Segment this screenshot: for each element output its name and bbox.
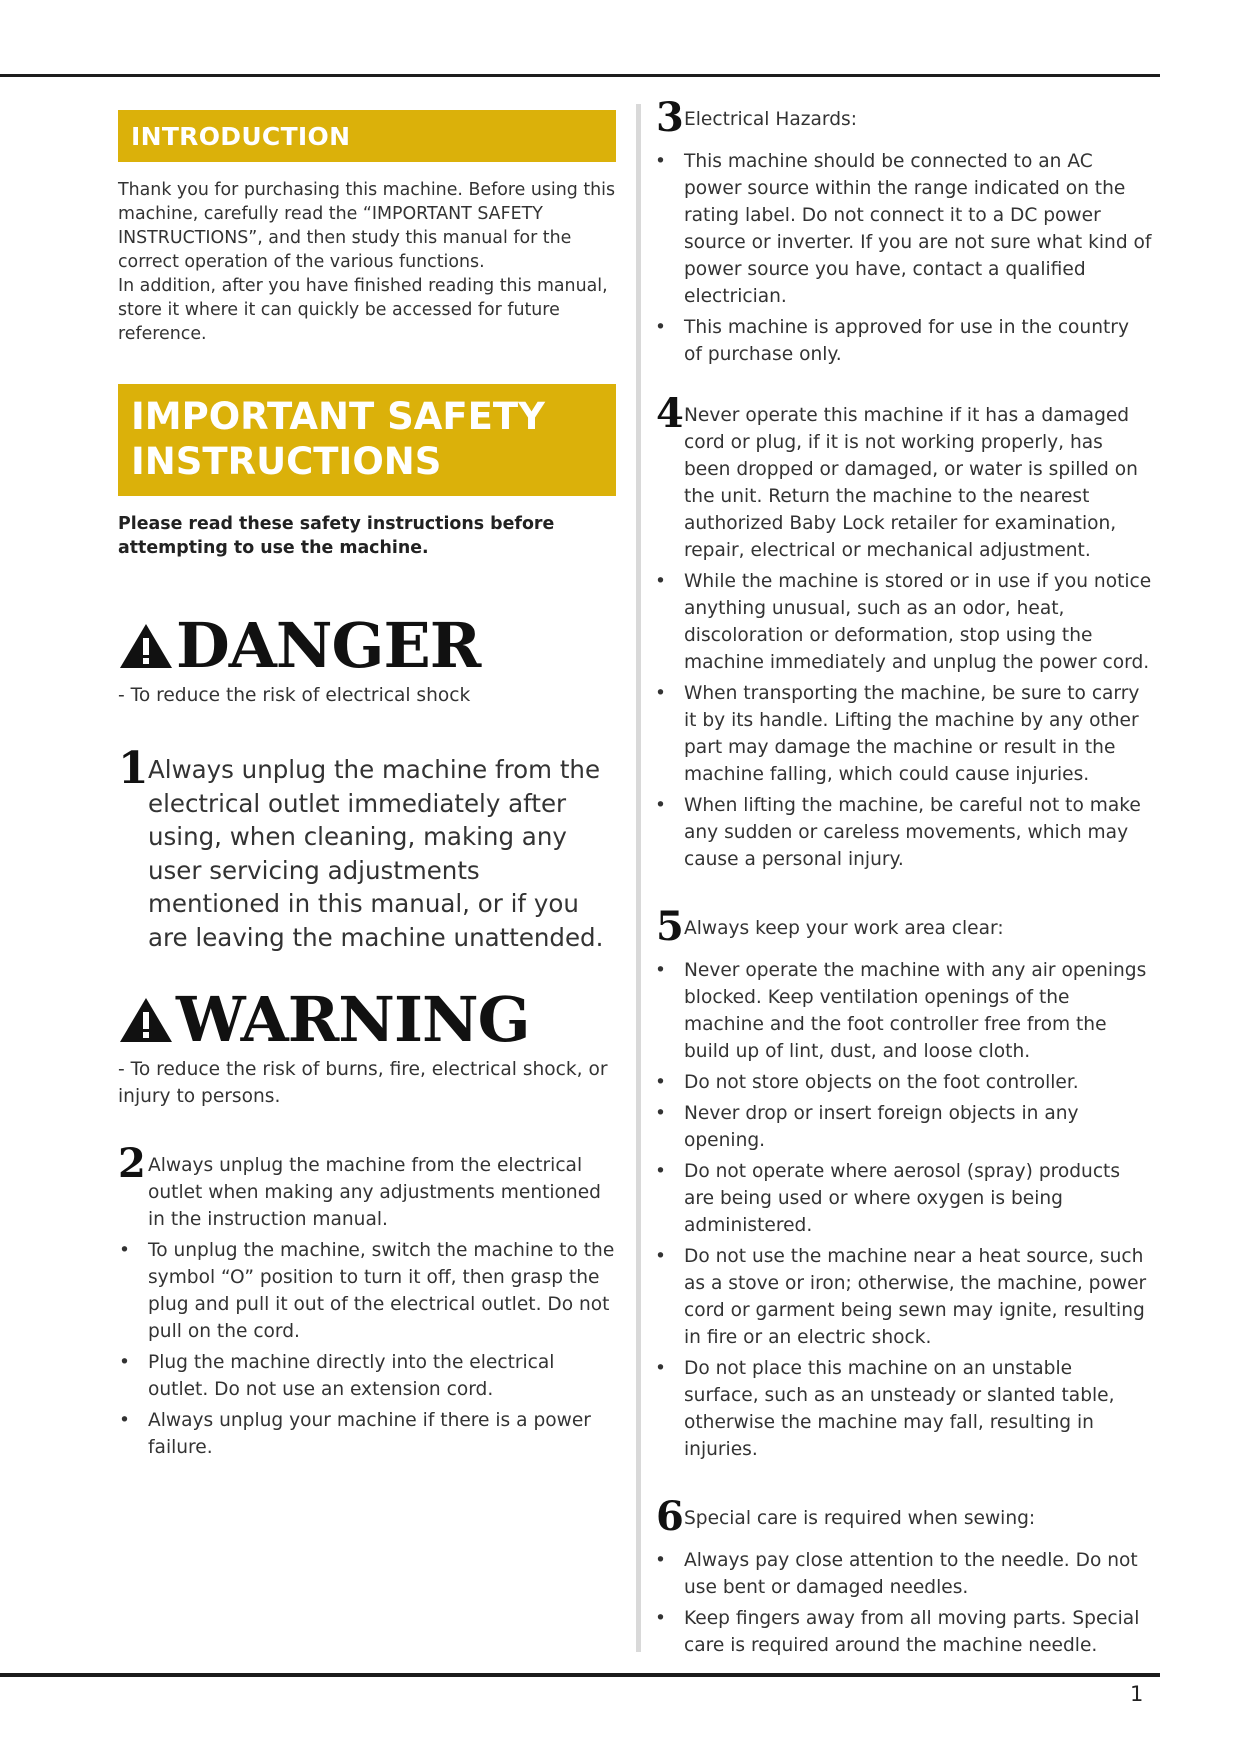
item-4-bullets <box>684 568 1152 873</box>
page-number: 1 <box>1130 1682 1144 1706</box>
safety-item-5 <box>656 903 1152 1463</box>
item-number: 3 <box>656 94 684 141</box>
list-item: • Keep fingers away from all moving parts. Special care is required around the machine needle. <box>684 1605 1152 1659</box>
safety-item-6 <box>656 1493 1152 1659</box>
warning-title <box>118 983 616 1056</box>
item-heading: Special care is required when sewing: <box>684 1508 1036 1529</box>
list-item: • When lifting the machine, be careful not to make any sudden or careless movements, which may cause a personal injury. <box>684 792 1152 873</box>
item-heading: Always unplug the machine from the electrical outlet when making any adjustments mentioned in the instruction manual. <box>148 1155 601 1230</box>
list-item: • Do not use the machine near a heat source, such as a stove or iron; otherwise, the machine, power cord or garment being sewn may ignite, resulting in fire or an electric shock. <box>684 1243 1152 1351</box>
safety-heading <box>118 384 616 496</box>
list-item: • Plug the machine directly into the electrical outlet. Do not use an extension cord. <box>148 1349 616 1403</box>
bottom-rule <box>0 1673 1160 1677</box>
item-number: 6 <box>656 1493 684 1540</box>
warning-triangle-icon <box>118 996 174 1044</box>
warning-title-text: WARNING <box>176 983 530 1056</box>
list-item: • Never operate the machine with any air openings blocked. Keep ventilation openings of the machine and the foot controller free from the build up of lint, dust, and loose cloth. <box>684 957 1152 1065</box>
top-rule <box>0 74 1160 77</box>
item-number: 4 <box>656 390 684 437</box>
danger-title-text: DANGER <box>176 609 481 682</box>
introduction-heading: INTRODUCTION <box>118 110 616 162</box>
introduction-paragraph-1: Thank you for purchasing this machine. Before using this machine, carefully read the “IMPORTANT SAFETY INSTRUCTIONS”, and then study this manual for the correct operation of the various functions. <box>118 180 616 272</box>
item-heading: Electrical Hazards: <box>684 109 857 130</box>
list-item: • Always unplug your machine if there is a power failure. <box>148 1407 616 1461</box>
warning-triangle-icon <box>118 622 174 670</box>
safety-heading-line-1: IMPORTANT SAFETY <box>131 395 545 438</box>
danger-item-text: Always unplug the machine from the electrical outlet immediately after using, when cleaning, making any user servicing adjustments mentioned in this manual, or if you are leaving the machine unattended. <box>148 755 604 952</box>
list-item: • Do not store objects on the foot controller. <box>684 1069 1152 1096</box>
safety-heading-line-2: INSTRUCTIONS <box>131 440 442 483</box>
item-heading: Always keep your work area clear: <box>684 918 1004 939</box>
item-5-bullets <box>684 957 1152 1463</box>
danger-subtitle: - To reduce the risk of electrical shock <box>118 685 471 706</box>
safety-item-2 <box>118 1140 616 1233</box>
item-2-bullets <box>148 1237 616 1461</box>
warning-subtitle: - To reduce the risk of burns, fire, electrical shock, or injury to persons. <box>118 1059 608 1107</box>
item-6-bullets <box>684 1547 1152 1659</box>
safety-notice: Please read these safety instructions before attempting to use the machine. <box>118 514 555 558</box>
item-heading: Never operate this machine if it has a damaged cord or plug, if it is not working properly, has been dropped or damaged, or water is spilled on the unit. Return the machine to the nearest authorized Baby Lock retailer for examination, repair, electrical or mechanical adjustment. <box>684 405 1138 561</box>
list-item: • To unplug the machine, switch the machine to the symbol “O” position to turn it off, then grasp the plug and pull it out of the electrical outlet. Do not pull on the cord. <box>148 1237 616 1345</box>
list-item: • Always pay close attention to the needle. Do not use bent or damaged needles. <box>684 1547 1152 1601</box>
list-item: • When transporting the machine, be sure to carry it by its handle. Lifting the machine by any other part may damage the machine or result in the machine falling, which could cause injuries. <box>684 680 1152 788</box>
introduction-paragraph-2: In addition, after you have finished reading this manual, store it where it can quickly be accessed for future reference. <box>118 276 608 344</box>
list-item: • Do not place this machine on an unstable surface, such as an unsteady or slanted table, otherwise the machine may fall, resulting in injuries. <box>684 1355 1152 1463</box>
danger-title <box>118 609 616 682</box>
right-column <box>656 94 1152 1659</box>
introduction-body <box>118 178 616 346</box>
item-number: 5 <box>656 903 684 950</box>
item-3-bullets <box>684 148 1152 368</box>
list-item: • While the machine is stored or in use if you notice anything unusual, such as an odor, heat, discoloration or deformation, stop using the machine immediately and unplug the power cord. <box>684 568 1152 676</box>
list-item: • This machine is approved for use in the country of purchase only. <box>684 314 1152 368</box>
danger-item-1 <box>118 743 616 954</box>
list-item: • This machine should be connected to an AC power source within the range indicated on the rating label. Do not connect it to a DC power source or inverter. If you are not sure what kind of power source you have, contact a qualified electrician. <box>684 148 1152 310</box>
column-divider <box>636 104 641 1652</box>
item-number: 2 <box>118 1140 146 1187</box>
left-column <box>118 110 616 1461</box>
safety-item-3 <box>656 94 1152 368</box>
item-number: 1 <box>118 743 149 794</box>
list-item: • Never drop or insert foreign objects in any opening. <box>684 1100 1152 1154</box>
list-item: • Do not operate where aerosol (spray) products are being used or where oxygen is being administered. <box>684 1158 1152 1239</box>
safety-item-4 <box>656 390 1152 873</box>
